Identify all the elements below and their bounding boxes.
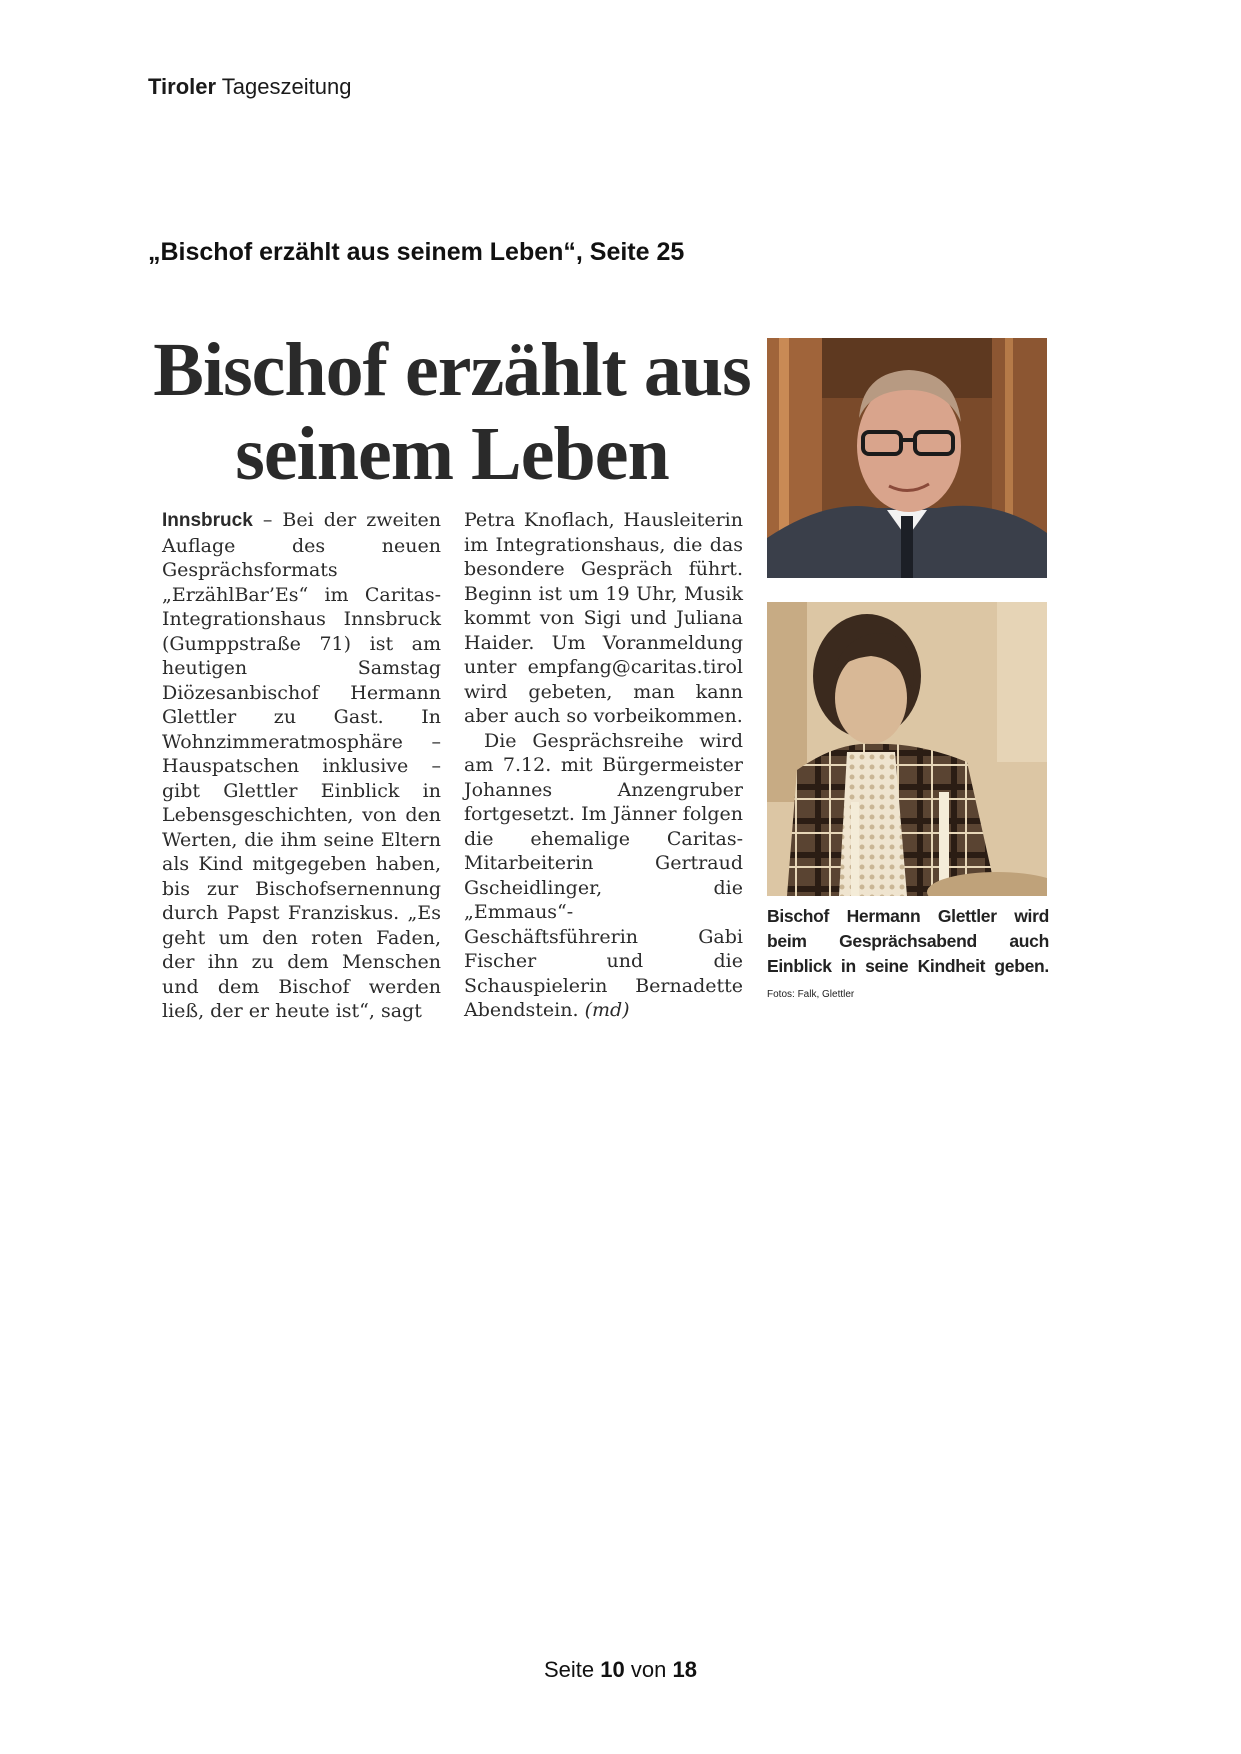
total-page-count: 18 <box>672 1657 697 1682</box>
photo-caption-text: Bischof Hermann Glettler wird beim Gesprächsabend auch Einblick in seine Kindheit geben. <box>767 906 1049 976</box>
article-headline: Bischof erzählt aus seinem Leben <box>153 328 751 496</box>
article-paragraph-text: Die Gesprächsreihe wird am 7.12. mit Bürgermeister Johannes Anzengruber fortgesetzt. Im Jänner folgen die ehemalige Caritas-Mitarbeiterin Gertraud Gscheidlinger, die „Emmaus“-Geschäftsführerin Gabi Fischer und die Schauspielerin Bernadette Abendstein. <box>464 729 743 1021</box>
article-paragraph: Petra Knoflach, Hausleiterin im Integrationshaus, die das besondere Gespräch führt. Beginn ist um 19 Uhr, Musik kommt von Sigi und Juliana Haider. Um Voranmeldung unter empfang@caritas.tirol wird gebeten, man kann aber auch so vorbeikommen. <box>464 509 743 727</box>
clipping-reference: „Bischof erzählt aus seinem Leben“, Seite 25 <box>148 238 685 266</box>
publication-name-rest: Tageszeitung <box>221 74 352 99</box>
publication-header <box>148 74 351 100</box>
photo-caption <box>767 904 1049 1007</box>
article-column-1-text: – Bei der zweiten Auflage des neuen Gesprächsformats „ErzählBar’Es“ im Caritas-Integrationshaus Innsbruck (Gumppstraße 71) ist am heutigen Samstag Diözesanbischof Hermann Glettler zu Gast. In Wohnzimmeratmosphäre – Hauspatschen inklusive – gibt Glettler Einblick in Lebensgeschichten, von den Werten, die ihm seine Eltern als Kind mitgegeben haben, bis zur Bischofsernennung durch Papst Franziskus. „Es geht um den roten Faden, der ihn zu dem Menschen und dem Bischof werden ließ, der er heute ist“, sagt <box>162 509 441 1022</box>
article-column-1 <box>162 508 441 1024</box>
page-footer <box>0 1657 1241 1683</box>
childhood-photo-illustration <box>767 602 1047 896</box>
article-dateline: Innsbruck <box>162 510 253 531</box>
publication-name-bold: Tiroler <box>148 74 217 99</box>
author-signature: (md) <box>584 999 630 1021</box>
article-column-2 <box>464 508 743 1023</box>
article-paragraph <box>464 729 743 1023</box>
bishop-portrait-illustration <box>767 338 1047 578</box>
page-separator: von <box>630 1657 667 1682</box>
current-page-number: 10 <box>600 1657 625 1682</box>
photo-credit: Fotos: Falk, Glettler <box>767 989 855 1000</box>
childhood-photo <box>767 602 1047 896</box>
page-label: Seite <box>544 1657 595 1682</box>
bishop-portrait-photo <box>767 338 1047 578</box>
